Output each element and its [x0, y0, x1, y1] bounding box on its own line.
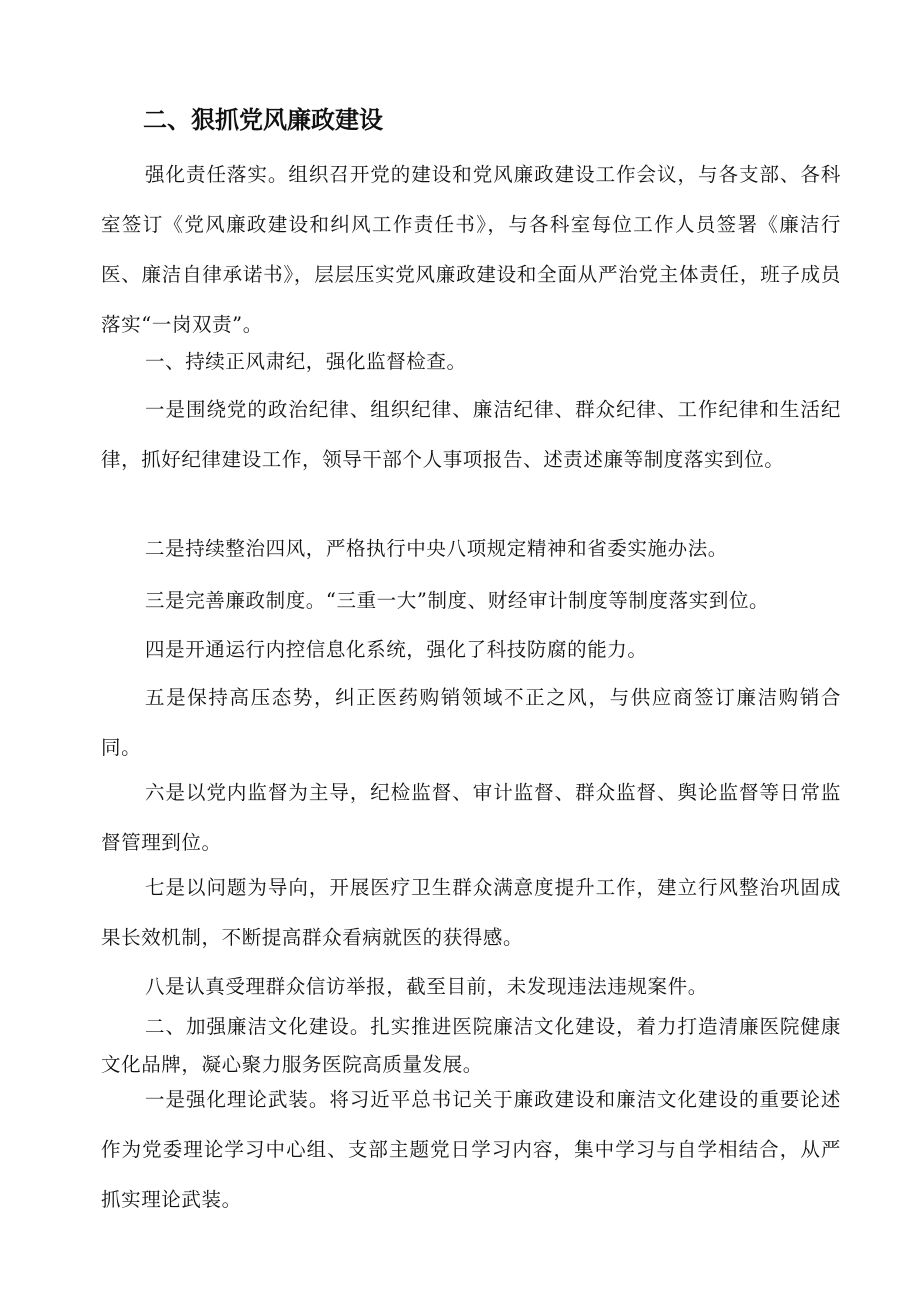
paragraph-culture-heading: 二、加强廉洁文化建设。扎实推进医院廉洁文化建设，着力打造清廉医院健康文化品牌，凝心聚力服务医院高质量发展。 [101, 1015, 841, 1076]
section-heading: 二、狠抓党风廉政建设 [143, 106, 383, 134]
paragraph-item-1: 一是围绕党的政治纪律、组织纪律、廉洁纪律、群众纪律、工作纪律和生活纪律，抓好纪律建设工作，领导干部个人事项报告、述责述廉等制度落实到位。 [101, 398, 841, 471]
paragraph-item-5: 五是保持高压态势，纠正医药购销领域不正之风，与供应商签订廉洁购销合同。 [101, 686, 841, 759]
paragraph-item-8: 八是认真受理群众信访举报，截至目前，未发现违法违规案件。 [145, 975, 708, 998]
paragraph-item-2: 二是持续整治四风，严格执行中央八项规定精神和省委实施办法。 [145, 537, 728, 560]
paragraph-responsibility: 强化责任落实。组织召开党的建设和党风廉政建设工作会议，与各支部、各科室签订《党风廉政建设和纠风工作责任书》，与各科室每位工作人员签署《廉洁行医、廉洁自律承诺书》，层层压实党风廉政建设和全面从严治党主体责任，班子成员落实“一岗双责”。 [101, 163, 841, 336]
paragraph-item-6: 六是以党内监督为主导，纪检监督、审计监督、群众监督、舆论监督等日常监督管理到位。 [101, 781, 841, 854]
paragraph-item-4: 四是开通运行内控信息化系统，强化了科技防腐的能力。 [145, 638, 648, 661]
paragraph-culture-item-1: 一是强化理论武装。将习近平总书记关于廉政建设和廉洁文化建设的重要论述作为党委理论学习中心组、支部主题党日学习内容，集中学习与自学相结合，从严抓实理论武装。 [101, 1088, 841, 1211]
paragraph-item-3: 三是完善廉政制度。“三重一大”制度、财经审计制度等制度落实到位。 [145, 589, 770, 612]
paragraph-item-7: 七是以问题为导向，开展医疗卫生群众满意度提升工作，建立行风整治巩固成果长效机制，不断提高群众看病就医的获得感。 [101, 876, 841, 949]
paragraph-discipline-heading: 一、持续正风肃纪，强化监督检查。 [145, 350, 467, 373]
